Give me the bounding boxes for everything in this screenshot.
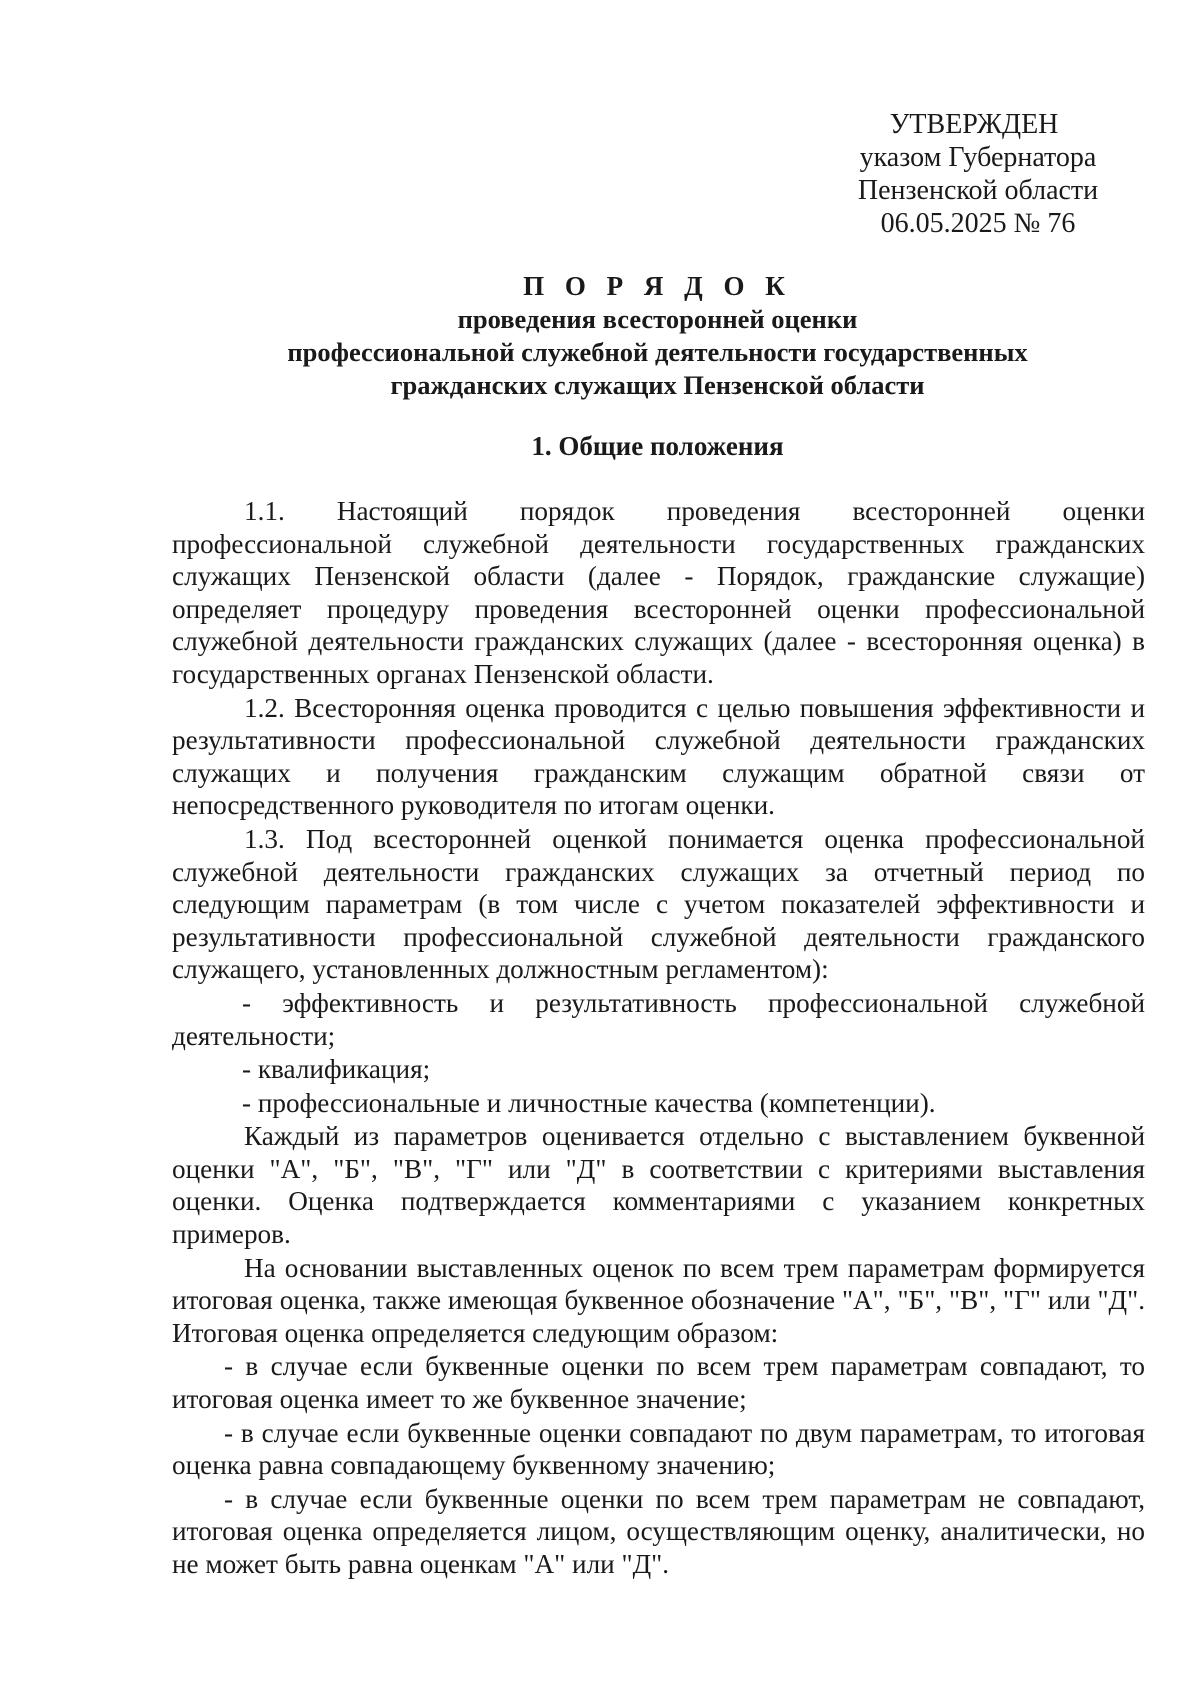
- list-item-two-match: - в случае если буквенные оценки совпадают по двум параметрам, то итоговая оценка равна совпадающему буквенному значению;: [172, 1417, 1145, 1481]
- title-line-1: проведения всесторонней оценки: [457, 304, 858, 334]
- approval-line-date-number: 06.05.2025 № 76: [880, 208, 1076, 239]
- title-line-3: гражданских служащих Пензенской области: [390, 370, 925, 400]
- list-item-competencies: - профессиональные и личностные качества (компетенции).: [242, 1087, 936, 1118]
- list-item-effectiveness: - эффективность и результативность профессиональной служебной деятельности;: [172, 987, 1145, 1051]
- document-title: [170, 270, 1145, 402]
- approval-line-decree: указом Губернатора: [859, 142, 1097, 173]
- approval-line-region: Пензенской области: [857, 175, 1099, 206]
- section-heading: 1. Общие положения: [531, 431, 784, 461]
- title-line-2: профессиональной служебной деятельности государственных: [287, 337, 1028, 367]
- approval-stamp: [828, 108, 1128, 240]
- paragraph-1-3: 1.3. Под всесторонней оценкой понимается оценка профессиональной служебной деятельности гражданских служащих за отчетный период по следующим параметрам (в том числе с учетом показателей эффективности и результативности профессиональной служебной деятельности гражданского служащего, установленных должностным регламентом):: [172, 823, 1145, 985]
- list-item-qualification: - квалификация;: [242, 1054, 431, 1085]
- document-body: [172, 495, 1145, 1581]
- paragraph-final-grade: На основании выставленных оценок по всем трем параметрам формируется итоговая оценка, также имеющая буквенное обозначение "А", "Б", "В", "Г" или "Д". Итоговая оценка определяется следующим образом:: [172, 1252, 1145, 1348]
- list-item-all-match: - в случае если буквенные оценки по всем трем параметрам совпадают, то итоговая оценка имеет то же буквенное значение;: [172, 1351, 1145, 1415]
- title-heading: П О Р Я Д О К: [523, 271, 792, 301]
- approval-line-approved: УТВЕРЖДЕН: [889, 109, 1059, 140]
- paragraph-1-1: 1.1. Настоящий порядок проведения всесторонней оценки профессиональной служебной деятельности государственных гражданских служащих Пензенской области (далее - Порядок, гражданские служащие) определяет процедуру проведения всесторонней оценки профессиональной служебной деятельности гражданских служащих (далее - всесторонняя оценка) в государственных органах Пензенской области.: [172, 496, 1145, 689]
- list-item-none-match: - в случае если буквенные оценки по всем трем параметрам не совпадают, итоговая оценка определяется лицом, осуществляющим оценку, аналитически, но не может быть равна оценкам "А" или "Д".: [172, 1483, 1145, 1579]
- paragraph-grading: Каждый из параметров оценивается отдельно с выставлением буквенной оценки "А", "Б", "В", "Г" или "Д" в соответствии с критериями выставления оценки. Оценка подтверждается комментариями с указанием конкретных примеров.: [172, 1121, 1145, 1250]
- paragraph-1-2: 1.2. Всесторонняя оценка проводится с целью повышения эффективности и результативности профессиональной служебной деятельности гражданских служащих и получения гражданским служащим обратной связи от непосредственного руководителя по итогам оценки.: [172, 692, 1145, 821]
